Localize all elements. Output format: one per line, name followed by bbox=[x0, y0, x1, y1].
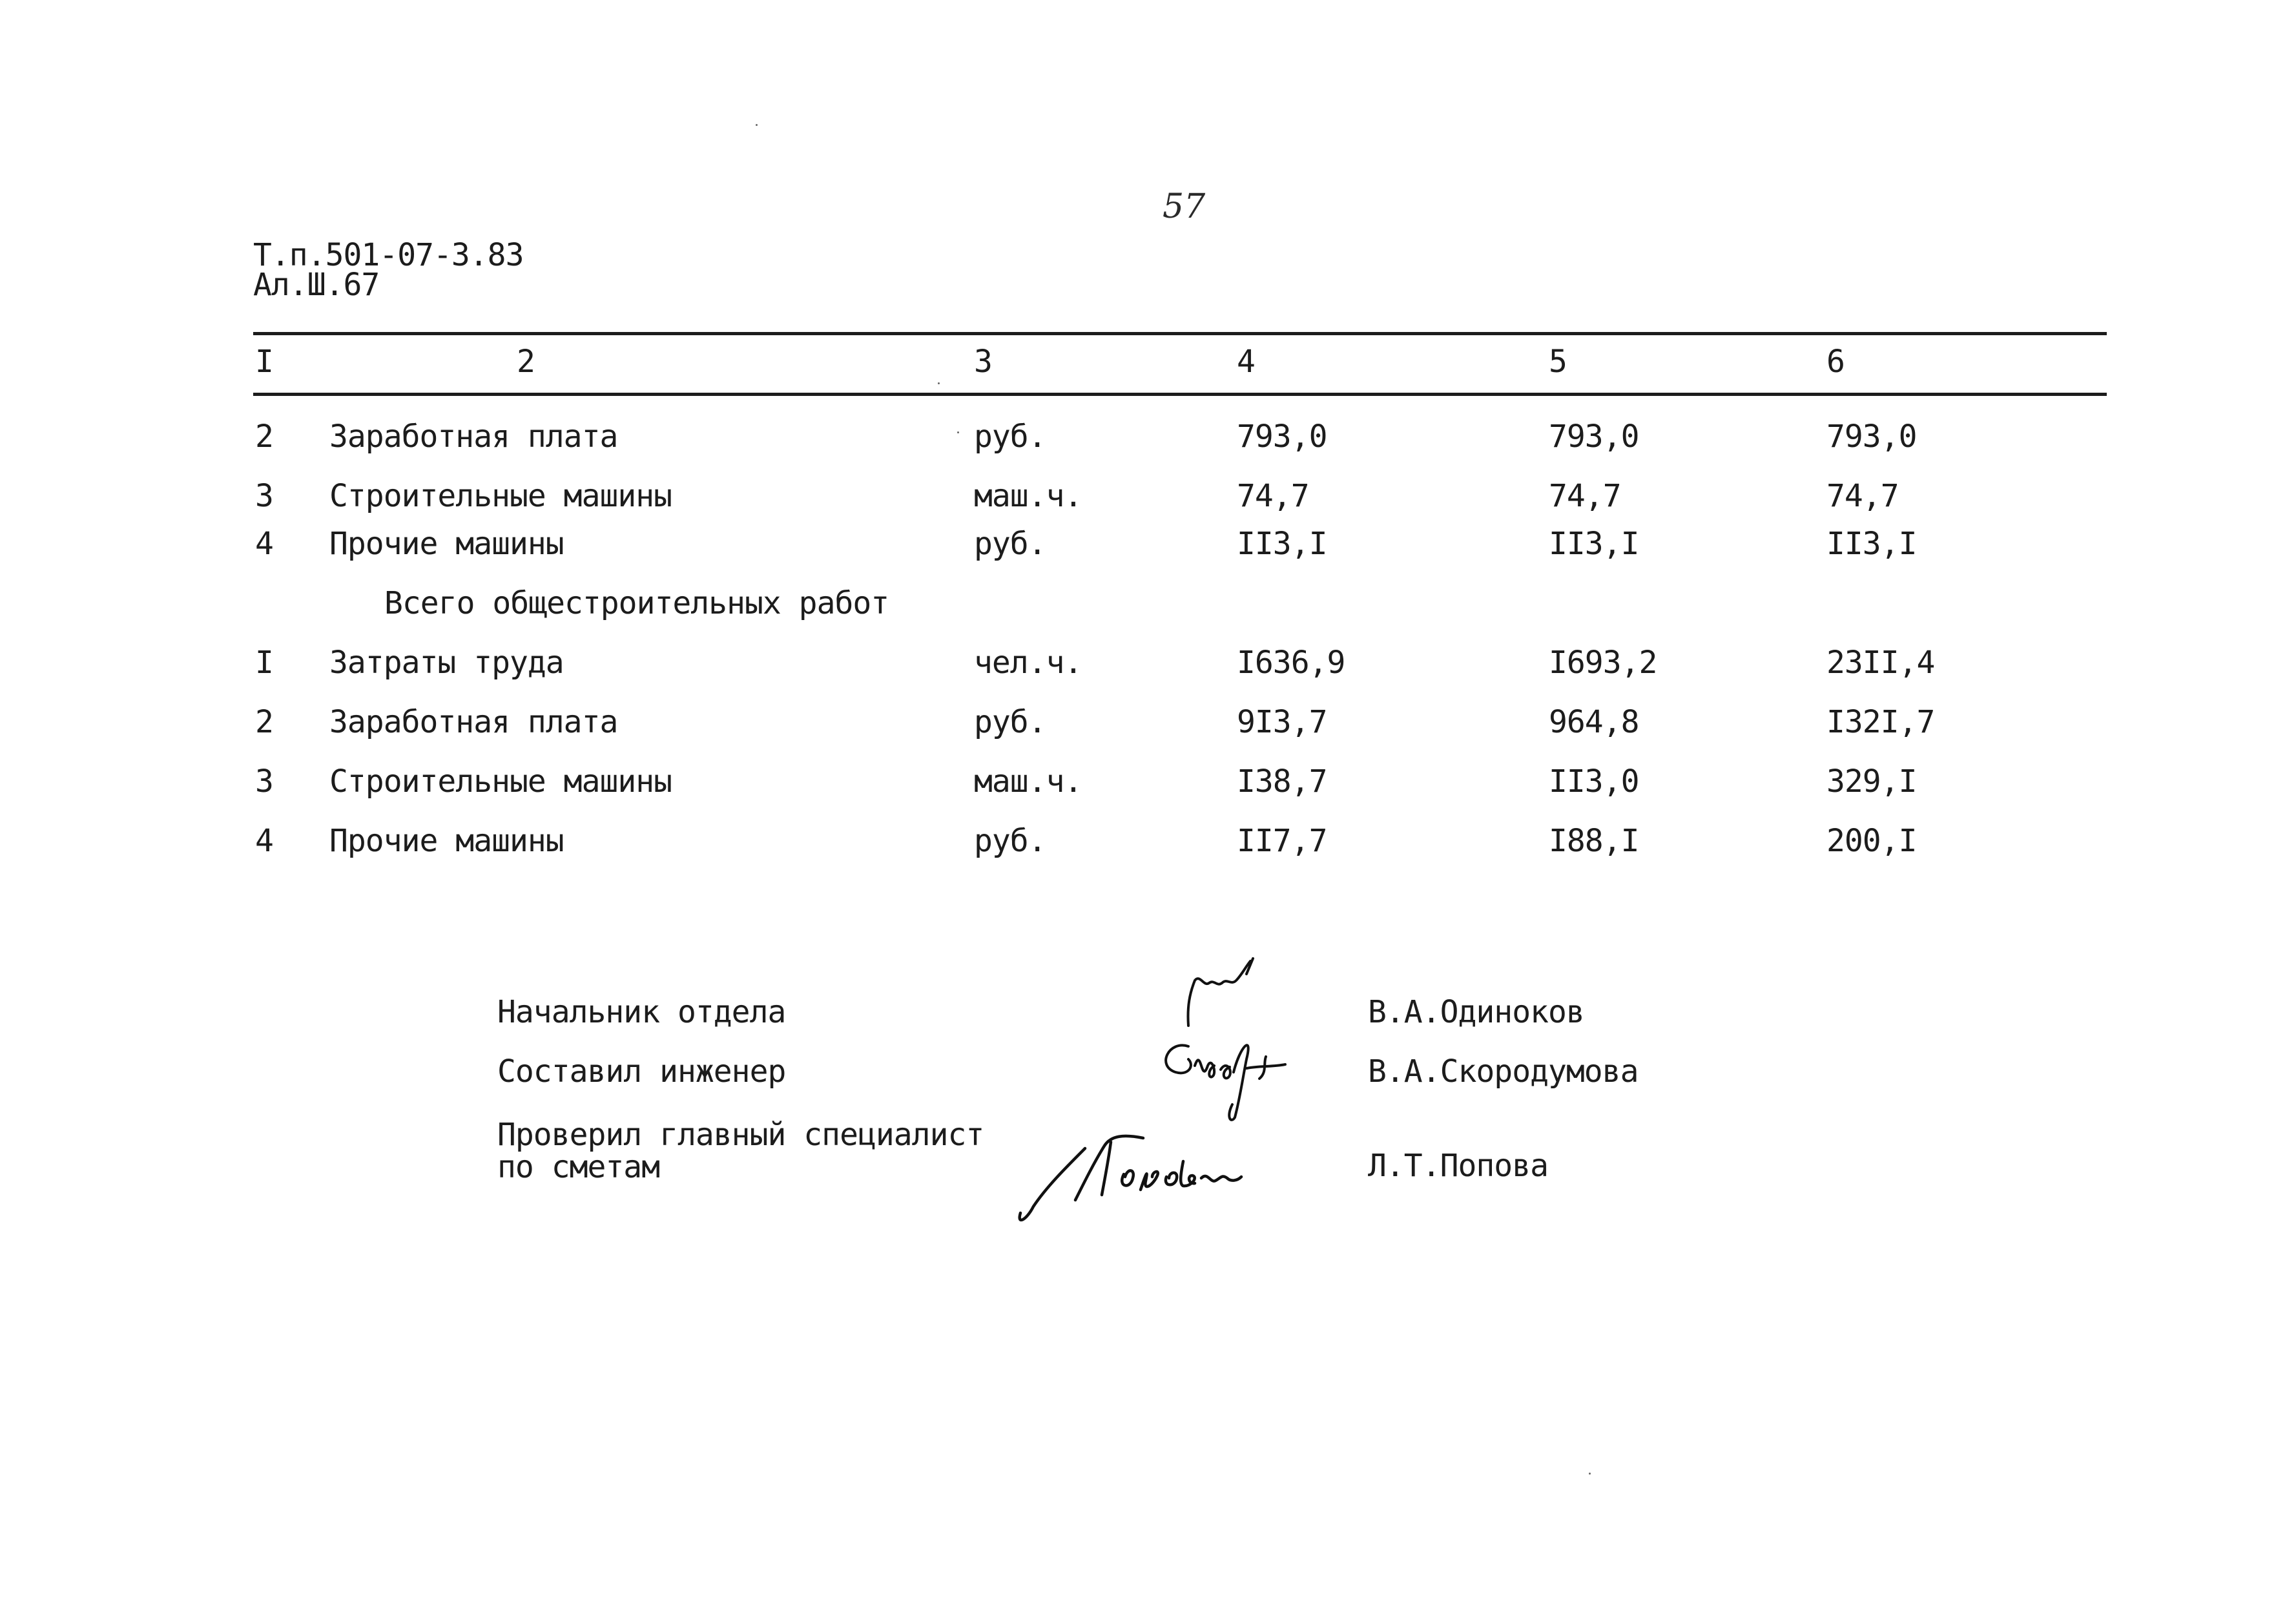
row-value-col6: 23II,4 bbox=[1826, 645, 1935, 681]
row-unit: чел.ч. bbox=[974, 645, 1082, 681]
document-reference-line-1: Т.п.501-07-3.83 bbox=[253, 237, 524, 273]
row-value-col4: 9I3,7 bbox=[1237, 704, 1327, 740]
row-number: 3 bbox=[255, 763, 273, 800]
row-value-col6: II3,I bbox=[1826, 526, 1917, 562]
row-value-col6: 793,0 bbox=[1826, 419, 1917, 455]
page-number: 57 bbox=[1163, 187, 1206, 226]
signatory-title-line-2: по сметам bbox=[497, 1149, 660, 1185]
table-header-rule bbox=[253, 393, 2107, 396]
row-name: Заработная плата bbox=[329, 704, 618, 740]
row-value-col6: 200,I bbox=[1826, 823, 1917, 859]
row-value-col4: I38,7 bbox=[1237, 763, 1327, 800]
document-reference-line-2: Ал.Ш.67 bbox=[253, 267, 380, 303]
row-value-col4: 793,0 bbox=[1237, 419, 1327, 455]
scan-speck bbox=[938, 382, 940, 384]
row-value-col5: II3,I bbox=[1549, 526, 1639, 562]
row-number: 4 bbox=[255, 823, 273, 859]
column-header-5: 5 bbox=[1549, 344, 1567, 380]
row-value-col4: II7,7 bbox=[1237, 823, 1327, 859]
row-value-col4: 74,7 bbox=[1237, 478, 1309, 514]
scan-speck bbox=[756, 124, 758, 126]
row-name: Заработная плата bbox=[329, 419, 618, 455]
signatory-title: Начальник отдела bbox=[497, 994, 786, 1030]
scan-speck bbox=[1589, 1473, 1591, 1475]
document-reference bbox=[253, 237, 524, 303]
row-number: I bbox=[255, 645, 273, 681]
table-top-rule bbox=[253, 332, 2107, 335]
column-header-6: 6 bbox=[1826, 344, 1845, 380]
row-unit: маш.ч. bbox=[974, 763, 1082, 800]
scan-speck bbox=[957, 431, 959, 433]
column-header-3: 3 bbox=[974, 344, 992, 380]
row-name: Прочие машины bbox=[329, 823, 564, 859]
row-name: Прочие машины bbox=[329, 526, 564, 562]
row-number: 2 bbox=[255, 419, 273, 455]
section-title: Всего общестроительных работ bbox=[384, 585, 889, 621]
row-value-col4: II3,I bbox=[1237, 526, 1327, 562]
row-value-col5: II3,0 bbox=[1549, 763, 1639, 800]
row-value-col5: I88,I bbox=[1549, 823, 1639, 859]
row-number: 2 bbox=[255, 704, 273, 740]
row-value-col5: 74,7 bbox=[1549, 478, 1621, 514]
signatory-name: В.А.Скородумова bbox=[1368, 1053, 1639, 1090]
row-value-col5: I693,2 bbox=[1549, 645, 1657, 681]
row-value-col4: I636,9 bbox=[1237, 645, 1345, 681]
column-header-2: 2 bbox=[517, 344, 535, 380]
row-name: Строительные машины bbox=[329, 478, 672, 514]
row-unit: руб. bbox=[974, 419, 1046, 455]
row-unit: руб. bbox=[974, 704, 1046, 740]
handwritten-signature-2 bbox=[1150, 1020, 1318, 1124]
handwritten-signature-3 bbox=[1014, 1123, 1272, 1232]
row-unit: маш.ч. bbox=[974, 478, 1082, 514]
column-header-4: 4 bbox=[1237, 344, 1255, 380]
row-unit: руб. bbox=[974, 526, 1046, 562]
signatory-title: Составил инженер bbox=[497, 1053, 786, 1090]
signatory-name: Л.Т.Попова bbox=[1368, 1148, 1548, 1184]
row-value-col6: 329,I bbox=[1826, 763, 1917, 800]
signatory-title: Проверил главный специалист bbox=[497, 1117, 984, 1153]
row-unit: руб. bbox=[974, 823, 1046, 859]
row-name: Затраты труда bbox=[329, 645, 564, 681]
row-value-col6: I32I,7 bbox=[1826, 704, 1935, 740]
row-name: Строительные машины bbox=[329, 763, 672, 800]
row-number: 3 bbox=[255, 478, 273, 514]
row-value-col5: 793,0 bbox=[1549, 419, 1639, 455]
signatory-name: В.А.Одиноков bbox=[1368, 994, 1584, 1030]
row-value-col5: 964,8 bbox=[1549, 704, 1639, 740]
row-number: 4 bbox=[255, 526, 273, 562]
column-header-1: I bbox=[255, 344, 273, 380]
row-value-col6: 74,7 bbox=[1826, 478, 1899, 514]
